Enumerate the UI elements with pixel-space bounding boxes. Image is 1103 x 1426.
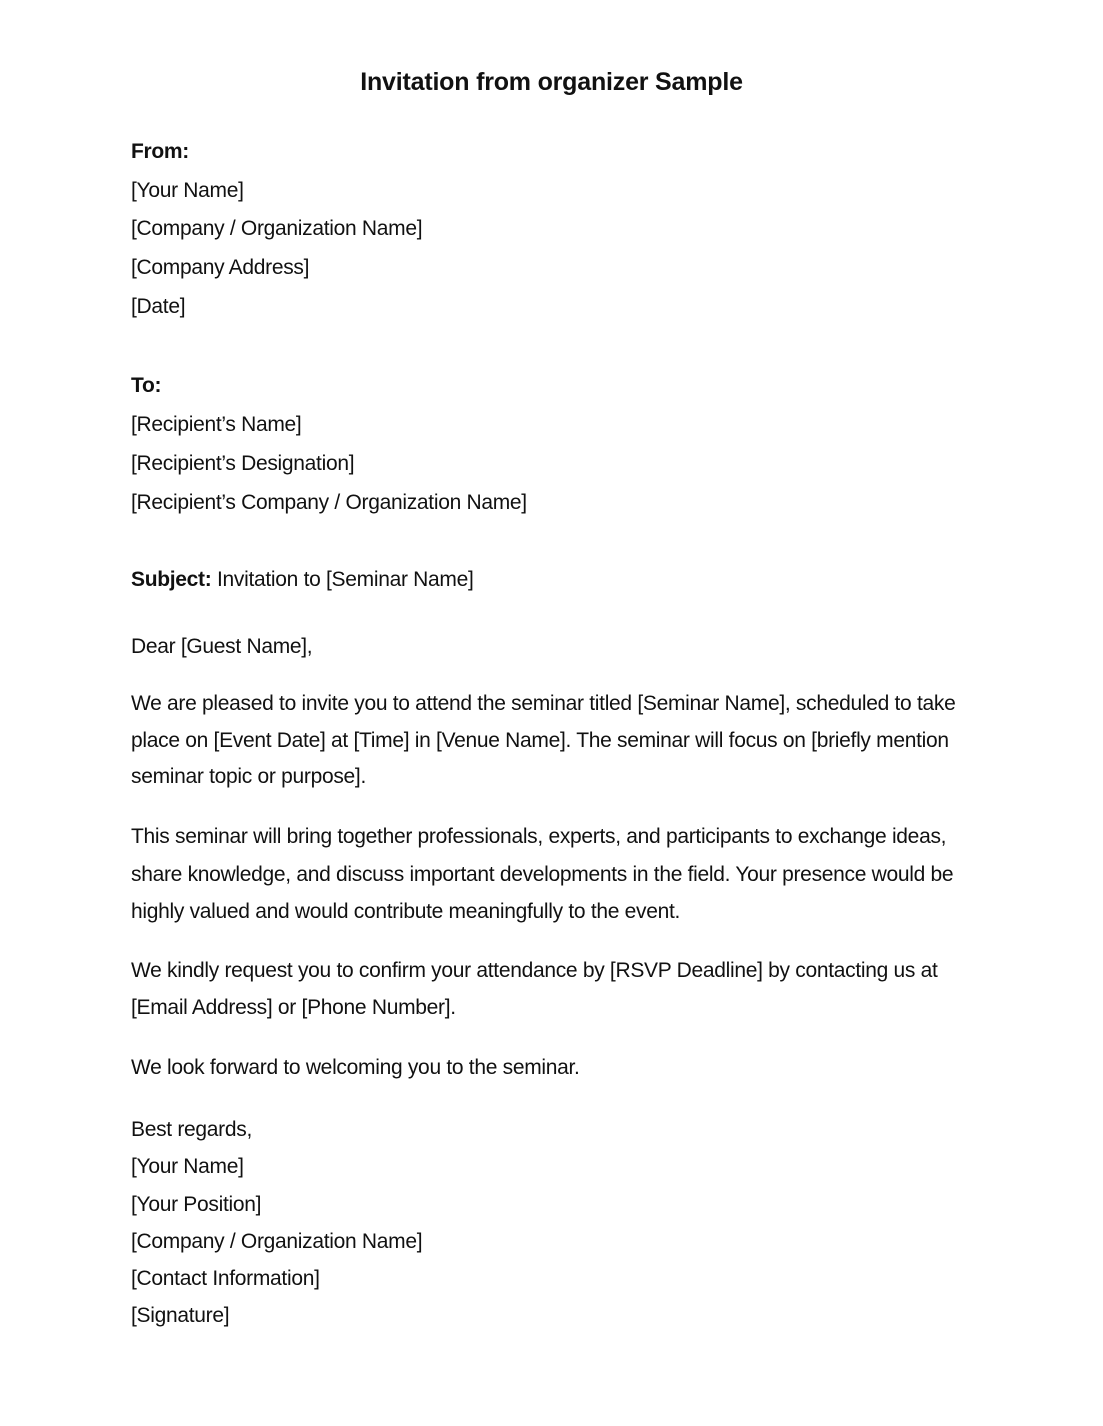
salutation: Dear [Guest Name], — [131, 635, 313, 658]
subject-label: Subject: — [131, 568, 212, 591]
paragraph-line: seminar topic or purpose]. — [131, 765, 366, 788]
from-label: From: — [131, 140, 189, 163]
signer-position: [Your Position] — [131, 1192, 262, 1216]
paragraph-line: We are pleased to invite you to attend the seminar titled [Seminar Name], scheduled to take — [131, 692, 956, 715]
paragraph-line: share knowledge, and discuss important developments in the field. Your presence would be — [131, 862, 954, 886]
signer-organization: [Company / Organization Name] — [131, 1229, 423, 1253]
sender-address: [Company Address] — [131, 256, 310, 280]
signer-name: [Your Name] — [131, 1155, 244, 1179]
document-title: Invitation from organizer Sample — [360, 68, 743, 96]
subject-text: Invitation to [Seminar Name] — [211, 568, 474, 591]
body-paragraph — [131, 953, 971, 1026]
recipient-block — [131, 366, 971, 522]
closing-block — [131, 1111, 971, 1335]
paragraph-line: [Email Address] or [Phone Number]. — [131, 995, 456, 1019]
subject-line — [131, 562, 971, 598]
closing-phrase: Best regards, — [131, 1118, 252, 1141]
paragraph-line: highly valued and would contribute meaningfully to the event. — [131, 900, 681, 923]
sender-organization: [Company / Organization Name] — [131, 217, 423, 241]
sender-block — [131, 133, 971, 327]
letter-date: [Date] — [131, 294, 186, 318]
recipient-organization: [Recipient’s Company / Organization Name] — [131, 491, 527, 514]
sender-name: [Your Name] — [131, 178, 244, 202]
paragraph-line: We kindly request you to confirm your attendance by [RSVP Deadline] by contacting us at — [131, 959, 938, 982]
signature-placeholder: [Signature] — [131, 1304, 230, 1328]
recipient-name: [Recipient’s Name] — [131, 413, 302, 436]
to-label: To: — [131, 374, 162, 397]
paragraph-line: We look forward to welcoming you to the seminar. — [131, 1056, 580, 1079]
paragraph-line: place on [Event Date] at [Time] in [Venue Name]. The seminar will focus on [briefly mention — [131, 728, 949, 752]
body-paragraph — [131, 1050, 971, 1087]
body-paragraph — [131, 818, 971, 931]
paragraph-line: This seminar will bring together professionals, experts, and participants to exchange ideas, — [131, 825, 947, 848]
signer-contact: [Contact Information] — [131, 1267, 320, 1291]
recipient-designation: [Recipient’s Designation] — [131, 452, 355, 475]
body-paragraph — [131, 686, 971, 796]
